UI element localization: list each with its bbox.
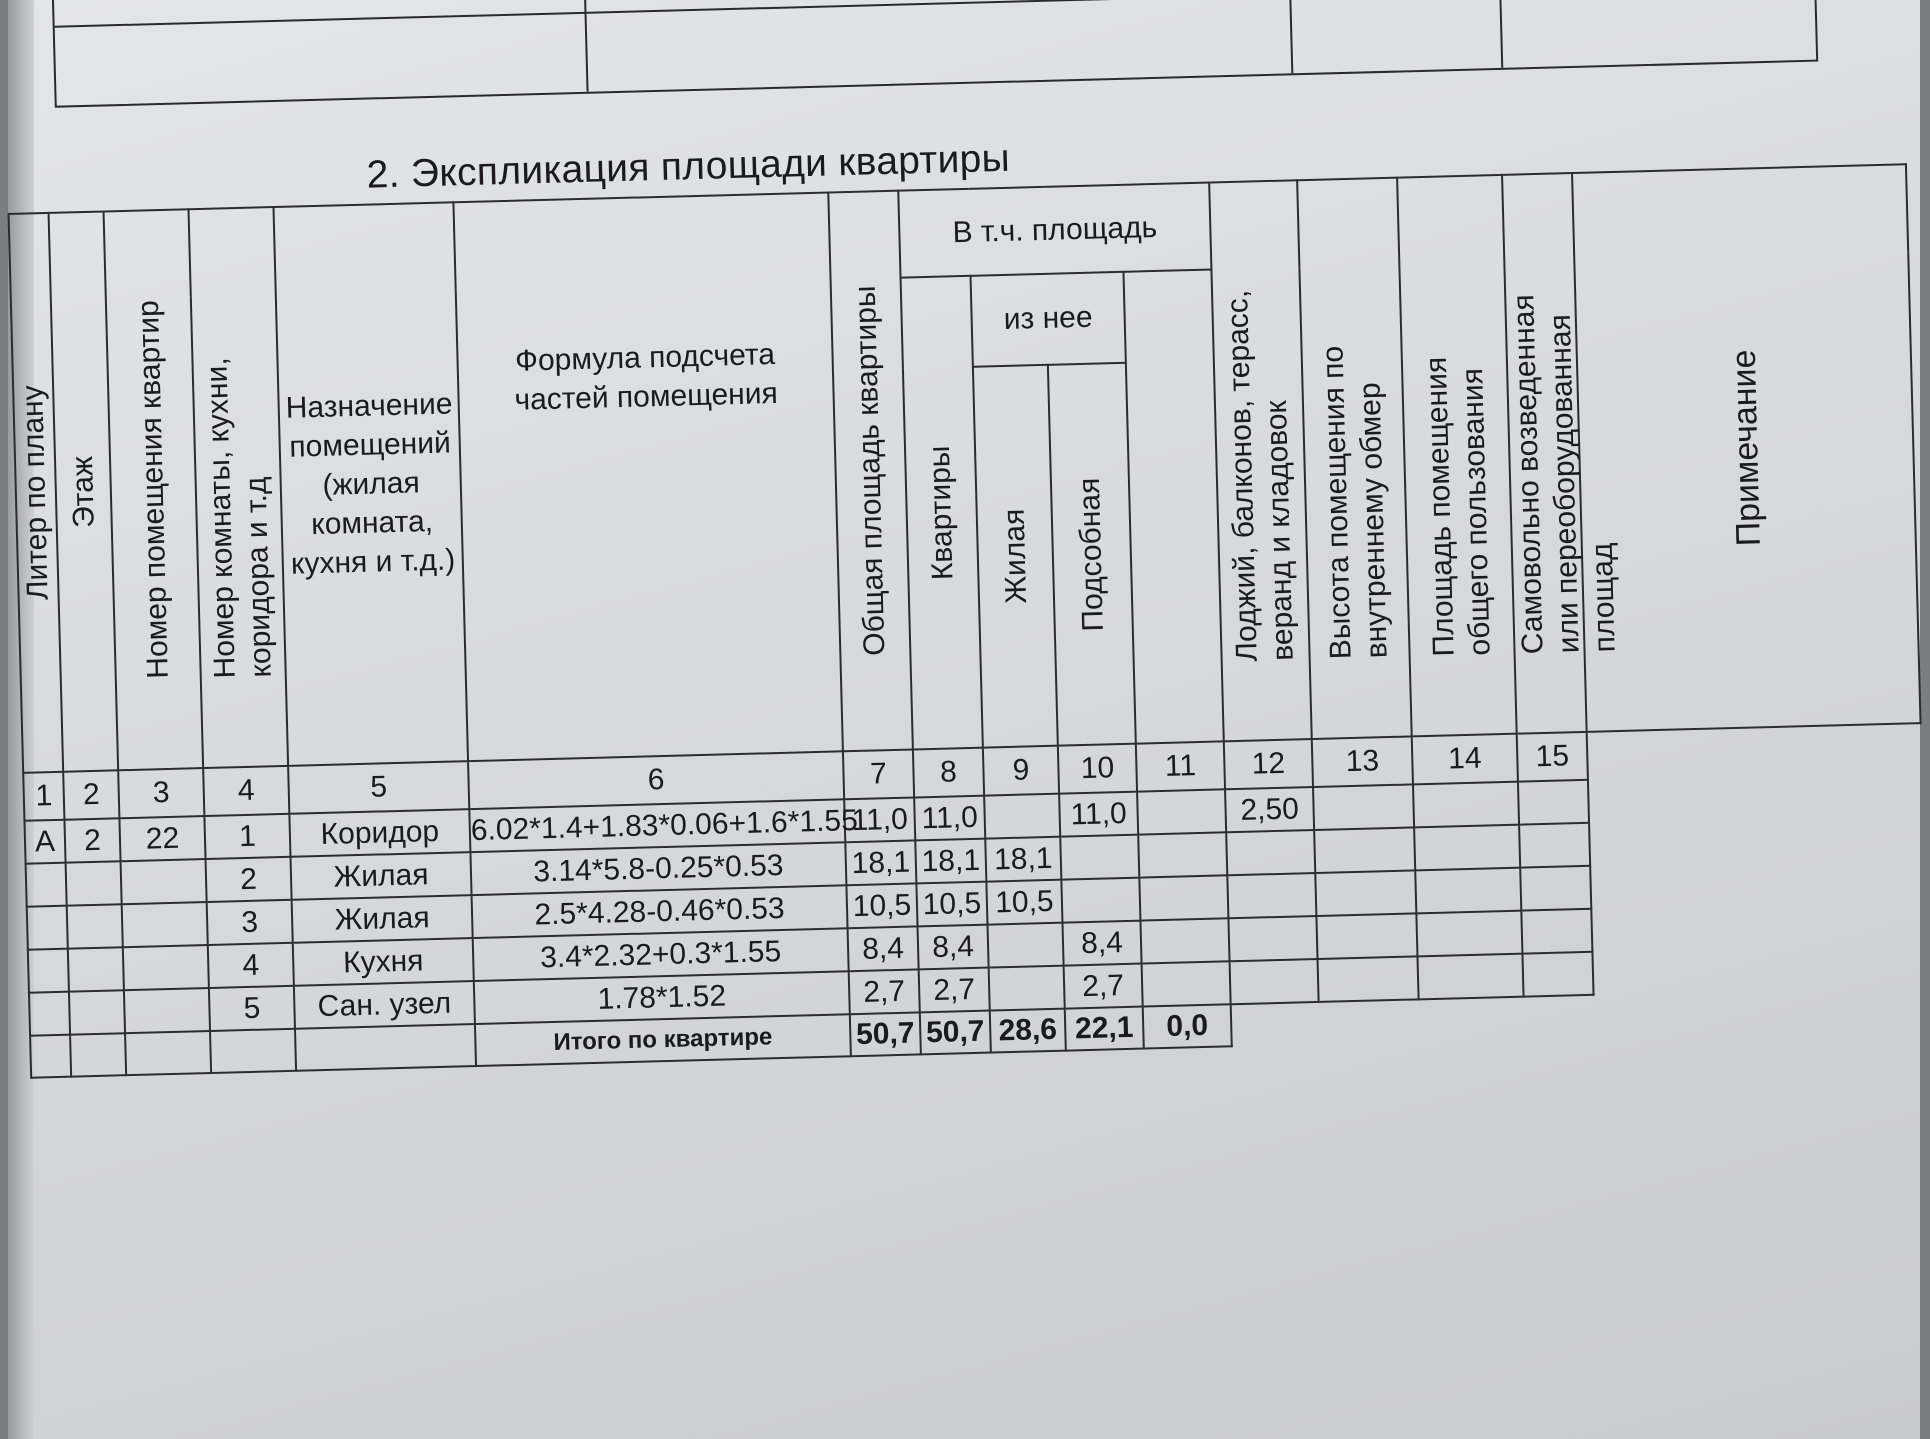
- previous-table-fragment: [52, 0, 1819, 108]
- header-apartment-number: Номер помещения квартир: [104, 209, 204, 770]
- area-explication-table: [8, 163, 1930, 1078]
- totals-auxiliary-area: 22,1: [1065, 1007, 1144, 1051]
- header-subgroup-of-it: из нее: [971, 272, 1126, 367]
- header-room-number: Номер комнаты, кухни, коридора и т.д: [189, 207, 289, 768]
- section-title: 2. Экспликация площади квартиры: [366, 136, 1011, 197]
- header-living: Жилая: [973, 365, 1058, 748]
- column-number-row: 1 2 3 4 5 6 7 8 9 10 11 12 13 14 15: [23, 723, 1922, 821]
- header-height: Высота помещения по внутреннему обмер: [1297, 178, 1412, 739]
- table-row: 2 Жилая 3.14*5.8-0.25*0.53 18,1 18,1 18,1: [26, 814, 1924, 907]
- header-purpose: Назначение помещений (жилая комната, кухня и т.д.): [273, 202, 468, 766]
- header-common-area: Площадь помещения общего пользования: [1397, 175, 1517, 737]
- header-formula: Формула подсчета частей помещения: [453, 193, 843, 762]
- header-total-area: Общая площадь квартиры: [828, 191, 913, 752]
- header-liter: Литер по плану: [9, 213, 64, 773]
- document-page: [8, 0, 1920, 1439]
- header-note: Примечание: [1572, 164, 1920, 732]
- table-row: А 2 22 1 Коридор 6.02*1.4+1.83*0.06+1.6*1.55 11,0 11,0 11,0 2,50: [24, 771, 1922, 864]
- header-group-including: В т.ч. площадь: [898, 183, 1211, 278]
- header-unauthorized-area: Самовольно возведенная или переоборудованная площад: [1502, 173, 1587, 734]
- totals-apartment-area: 50,7: [920, 1011, 991, 1055]
- table-row: 5 Сан. узел 1.78*1.52 2,7 2,7 2,7: [29, 943, 1927, 1036]
- totals-loggia-area: 0,0: [1143, 1004, 1232, 1048]
- totals-label: Итого по квартире: [475, 1014, 851, 1066]
- totals-total-area: 50,7: [850, 1012, 921, 1056]
- table-row: 3 Жилая 2.5*4.28-0.46*0.53 10,5 10,5 10,5: [27, 857, 1925, 950]
- header-loggias: Лоджий, балконов, терасс, веранд и кладовок: [1209, 180, 1312, 741]
- header-floor: Этаж: [49, 211, 119, 771]
- document-content: [3, 0, 1929, 1056]
- header-auxiliary: Подсобная: [1048, 363, 1136, 746]
- table-row: 4 Кухня 3.4*2.32+0.3*1.55 8,4 8,4 8,4: [28, 900, 1926, 993]
- totals-living-area: 28,6: [990, 1009, 1066, 1053]
- header-apartment-area: Квартиры: [901, 276, 983, 750]
